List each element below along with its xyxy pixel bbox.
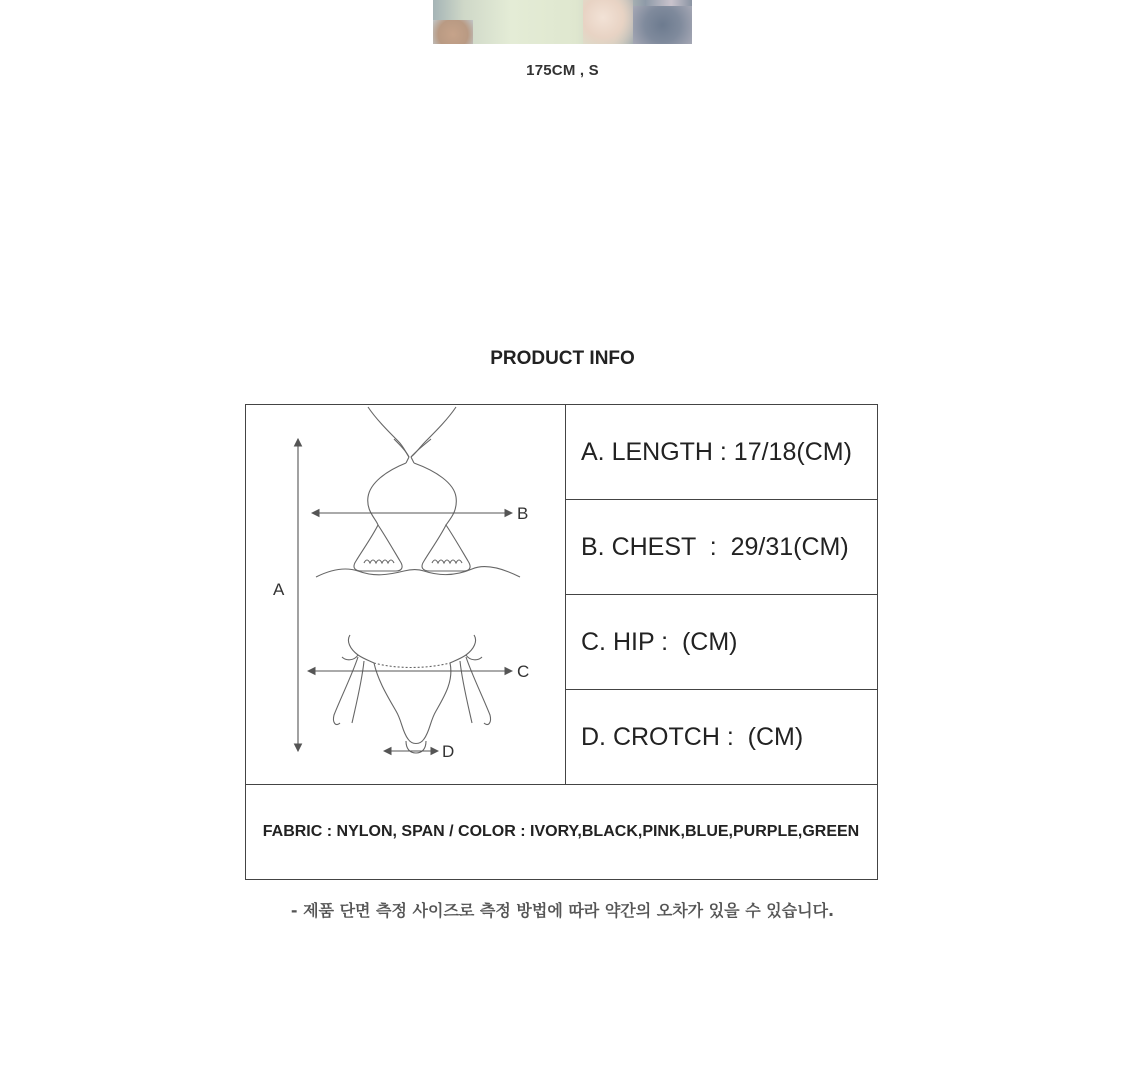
measurement-crotch: D. CROTCH : (CM) xyxy=(566,690,877,785)
product-info-title: PRODUCT INFO xyxy=(490,348,635,369)
bikini-bottom-outline xyxy=(333,635,490,753)
model-size-caption: 175CM , S xyxy=(526,62,599,79)
bikini-diagram xyxy=(246,405,566,785)
label-d: D xyxy=(442,742,455,761)
bikini-line-drawing xyxy=(246,405,566,785)
model-photo-detail xyxy=(633,6,692,44)
label-c: C xyxy=(517,662,530,681)
measurement-length: A. LENGTH : 17/18(CM) xyxy=(566,405,877,500)
label-a: A xyxy=(273,580,285,599)
label-b: B xyxy=(517,504,529,523)
size-table xyxy=(245,404,878,880)
bikini-top-outline xyxy=(316,407,520,577)
measurement-chest: B. CHEST : 29/31(CM) xyxy=(566,500,877,595)
model-photo-detail xyxy=(583,0,633,44)
fabric-color-info: FABRIC : NYLON, SPAN / COLOR : IVORY,BLACK,PINK,BLUE,PURPLE,GREEN xyxy=(262,823,860,840)
measurement-hip: C. HIP : (CM) xyxy=(566,595,877,690)
model-photo xyxy=(433,0,692,44)
measurement-arrows xyxy=(298,439,512,751)
model-photo-detail xyxy=(433,20,473,44)
measurement-list xyxy=(566,405,877,785)
measurement-note: - 제품 단면 측정 사이즈로 측정 방법에 따라 약간의 오차가 있을 수 있습니다. xyxy=(290,901,835,920)
